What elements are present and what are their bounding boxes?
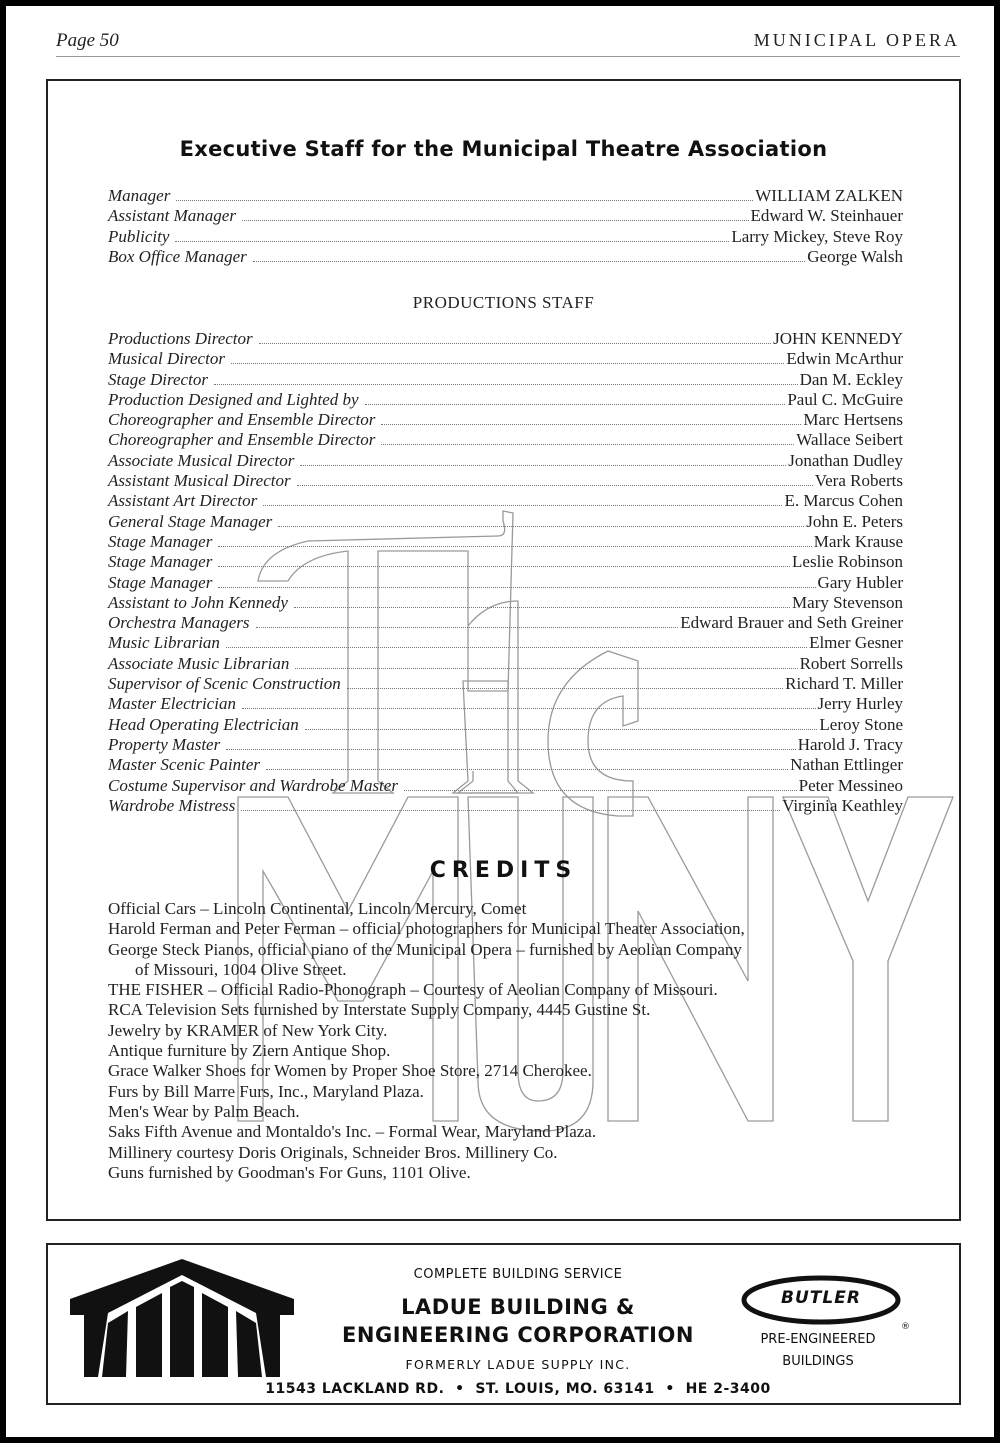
ad-company-line-1: LADUE BUILDING &: [401, 1295, 635, 1319]
staff-role: Stage Director: [108, 369, 208, 389]
butler-subtitle: [728, 1329, 908, 1373]
dot-leader: [256, 627, 679, 628]
credit-line: Guns furnished by Goodman's For Guns, 1101 Olive.: [108, 1162, 471, 1182]
program-page: [6, 6, 994, 1437]
dot-leader: [226, 749, 795, 750]
dot-leader: [242, 220, 749, 221]
staff-row: [108, 633, 903, 653]
dot-leader: [253, 261, 805, 262]
staff-row: [108, 370, 903, 390]
staff-role: Associate Music Librarian: [108, 653, 290, 673]
staff-role: Wardrobe Mistress: [108, 795, 236, 815]
staff-row: [108, 654, 903, 674]
staff-name: WILLIAM ZALKEN: [755, 186, 903, 205]
svg-text:®: ®: [901, 1322, 910, 1331]
staff-name: Edwin McArthur: [786, 349, 903, 369]
staff-row: [108, 552, 903, 572]
executive-staff-list: [108, 186, 903, 267]
staff-name: Jerry Hurley: [817, 694, 903, 714]
staff-role: Property Master: [108, 734, 221, 754]
ad-address: 11543 LACKLAND RD. • ST. LOUIS, MO. 63141 • HE 2-3400: [265, 1381, 771, 1397]
credit-line-continuation: of Missouri, 1004 Olive Street.: [135, 959, 347, 979]
staff-name: George Walsh: [807, 246, 903, 266]
credit-line: THE FISHER – Official Radio-Phonograph – Courtesy of Aeolian Company of Missouri.: [108, 980, 718, 1000]
credit-line: RCA Television Sets furnished by Interstate Supply Company, 4445 Gustine St.: [108, 1000, 651, 1020]
staff-role: Master Scenic Painter: [108, 755, 261, 775]
staff-role: Publicity: [108, 226, 170, 246]
dot-leader: [305, 729, 818, 730]
dot-leader: [241, 810, 780, 811]
dot-leader: [347, 688, 783, 689]
credit-line: Harold Ferman and Peter Ferman – official photographers for Municipal Theater Association,: [108, 919, 745, 939]
staff-name: Edward W. Steinhauer: [750, 206, 903, 226]
butler-sub-line-1: PRE-ENGINEERED: [760, 1332, 876, 1347]
staff-role: Stage Manager: [108, 531, 213, 551]
staff-row: [108, 206, 903, 226]
staff-row: [108, 735, 903, 755]
building-logo-icon: [70, 1259, 294, 1379]
productions-staff-list: [108, 329, 903, 816]
staff-role: Assistant Musical Director: [108, 471, 291, 491]
dot-leader: [226, 647, 807, 648]
staff-role: General Stage Manager: [108, 511, 273, 531]
staff-name: E. Marcus Cohen: [784, 491, 903, 511]
staff-row: [108, 694, 903, 714]
dot-leader: [176, 200, 753, 201]
staff-role: Supervisor of Scenic Construction: [108, 674, 341, 694]
dot-leader: [266, 769, 788, 770]
dot-leader: [242, 708, 816, 709]
dot-leader: [381, 444, 794, 445]
dot-leader: [300, 465, 786, 466]
credit-line: Men's Wear by Palm Beach.: [108, 1101, 300, 1121]
staff-row: [108, 471, 903, 491]
staff-role: Stage Manager: [108, 572, 213, 592]
staff-name: Jonathan Dudley: [788, 450, 903, 470]
staff-role: Choreographer and Ensemble Director: [108, 430, 376, 450]
staff-name: Richard T. Miller: [785, 674, 903, 694]
ad-formerly-line: FORMERLY LADUE SUPPLY INC.: [405, 1357, 631, 1372]
dot-leader: [231, 363, 784, 364]
staff-row: [108, 674, 903, 694]
staff-name: John E. Peters: [806, 511, 903, 531]
credit-line: Furs by Bill Marre Furs, Inc., Maryland Plaza.: [108, 1081, 424, 1101]
staff-row: [108, 410, 903, 430]
page-number: Page 50: [56, 30, 119, 51]
staff-role: Stage Manager: [108, 552, 213, 572]
staff-name: Mark Krause: [813, 531, 903, 551]
staff-row: [108, 776, 903, 796]
staff-role: Choreographer and Ensemble Director: [108, 410, 376, 430]
staff-row: [108, 613, 903, 633]
staff-row: [108, 532, 903, 552]
butler-sub-line-2: BUILDINGS: [782, 1354, 854, 1369]
staff-row: [108, 573, 903, 593]
staff-role: Head Operating Electrician: [108, 714, 299, 734]
staff-name: Robert Sorrells: [799, 653, 903, 673]
executive-staff-heading: Executive Staff for the Municipal Theatre Association: [179, 137, 828, 161]
staff-name: Vera Roberts: [814, 471, 903, 491]
credit-line: Saks Fifth Avenue and Montaldo's Inc. – Formal Wear, Maryland Plaza.: [108, 1122, 597, 1142]
dot-leader: [278, 526, 804, 527]
credit-line: Grace Walker Shoes for Women by Proper Shoe Store, 2714 Cherokee.: [108, 1061, 592, 1081]
dot-leader: [263, 505, 782, 506]
staff-role: Assistant Art Director: [108, 491, 258, 511]
staff-name: Leroy Stone: [819, 714, 903, 734]
staff-row: [108, 247, 903, 267]
advertisement-ladue-building: [46, 1243, 961, 1405]
staff-role: Assistant to John Kennedy: [108, 592, 288, 612]
staff-row: [108, 715, 903, 735]
staff-name: Larry Mickey, Steve Roy: [731, 226, 903, 246]
credit-line: Antique furniture by Ziern Antique Shop.: [108, 1041, 391, 1061]
dot-leader: [214, 384, 798, 385]
staff-row: [108, 512, 903, 532]
productions-staff-heading: PRODUCTIONS STAFF: [412, 293, 595, 312]
staff-row: [108, 186, 903, 206]
staff-row: [108, 390, 903, 410]
staff-role: Manager: [108, 186, 171, 205]
staff-row: [108, 349, 903, 369]
staff-name: Marc Hertsens: [803, 410, 903, 430]
staff-role: Production Designed and Lighted by: [108, 389, 359, 409]
ad-company-line-2: ENGINEERING CORPORATION: [342, 1323, 694, 1347]
publication-title: MUNICIPAL OPERA: [753, 30, 960, 50]
dot-leader: [218, 587, 815, 588]
staff-name: JOHN KENNEDY: [773, 329, 903, 348]
dot-leader: [381, 424, 801, 425]
staff-name: Mary Stevenson: [792, 592, 903, 612]
staff-credits-panel: [46, 79, 961, 1221]
credit-line: Official Cars – Lincoln Continental, Lincoln Mercury, Comet: [108, 899, 527, 918]
staff-role: Productions Director: [108, 329, 253, 348]
staff-name: Gary Hubler: [817, 572, 903, 592]
staff-role: Musical Director: [108, 349, 225, 369]
staff-row: [108, 329, 903, 349]
staff-row: [108, 491, 903, 511]
butler-brand: BUTLER: [781, 1288, 861, 1308]
staff-role: Costume Supervisor and Wardrobe Master: [108, 775, 398, 795]
staff-row: [108, 451, 903, 471]
staff-role: Box Office Manager: [108, 246, 247, 266]
staff-role: Orchestra Managers: [108, 613, 250, 633]
dot-leader: [218, 566, 790, 567]
dot-leader: [218, 546, 811, 547]
credits-list: [108, 899, 908, 1183]
credits-heading: CREDITS: [429, 858, 578, 883]
dot-leader: [404, 790, 797, 791]
staff-name: Edward Brauer and Seth Greiner: [680, 613, 903, 633]
staff-role: Master Electrician: [108, 694, 236, 714]
staff-row: [108, 227, 903, 247]
credit-line: George Steck Pianos, official piano of the Municipal Opera – furnished by Aeolian Company: [108, 939, 742, 959]
dot-leader: [294, 607, 790, 608]
staff-name: Harold J. Tracy: [797, 734, 903, 754]
dot-leader: [175, 241, 729, 242]
staff-row: [108, 755, 903, 775]
staff-role: Associate Musical Director: [108, 450, 295, 470]
dot-leader: [365, 404, 786, 405]
staff-role: Assistant Manager: [108, 206, 236, 226]
staff-name: Dan M. Eckley: [799, 369, 903, 389]
staff-name: Peter Messineo: [798, 775, 903, 795]
credit-line: Millinery courtesy Doris Originals, Schneider Bros. Millinery Co.: [108, 1142, 558, 1162]
staff-name: Nathan Ettlinger: [790, 755, 903, 775]
staff-row: [108, 430, 903, 450]
staff-name: Paul C. McGuire: [787, 389, 903, 409]
staff-name: Leslie Robinson: [792, 552, 903, 572]
staff-name: Elmer Gesner: [809, 633, 903, 653]
staff-role: Music Librarian: [108, 633, 220, 653]
ad-tagline: COMPLETE BUILDING SERVICE: [413, 1267, 623, 1282]
dot-leader: [259, 343, 771, 344]
staff-name: Wallace Seibert: [796, 430, 903, 450]
running-header: [56, 28, 960, 57]
staff-name: Virginia Keathley: [782, 795, 903, 815]
credit-line: Jewelry by KRAMER of New York City.: [108, 1020, 388, 1040]
ad-company-name: [278, 1293, 758, 1349]
staff-row: [108, 593, 903, 613]
dot-leader: [297, 485, 813, 486]
dot-leader: [295, 668, 797, 669]
staff-row: [108, 796, 903, 816]
